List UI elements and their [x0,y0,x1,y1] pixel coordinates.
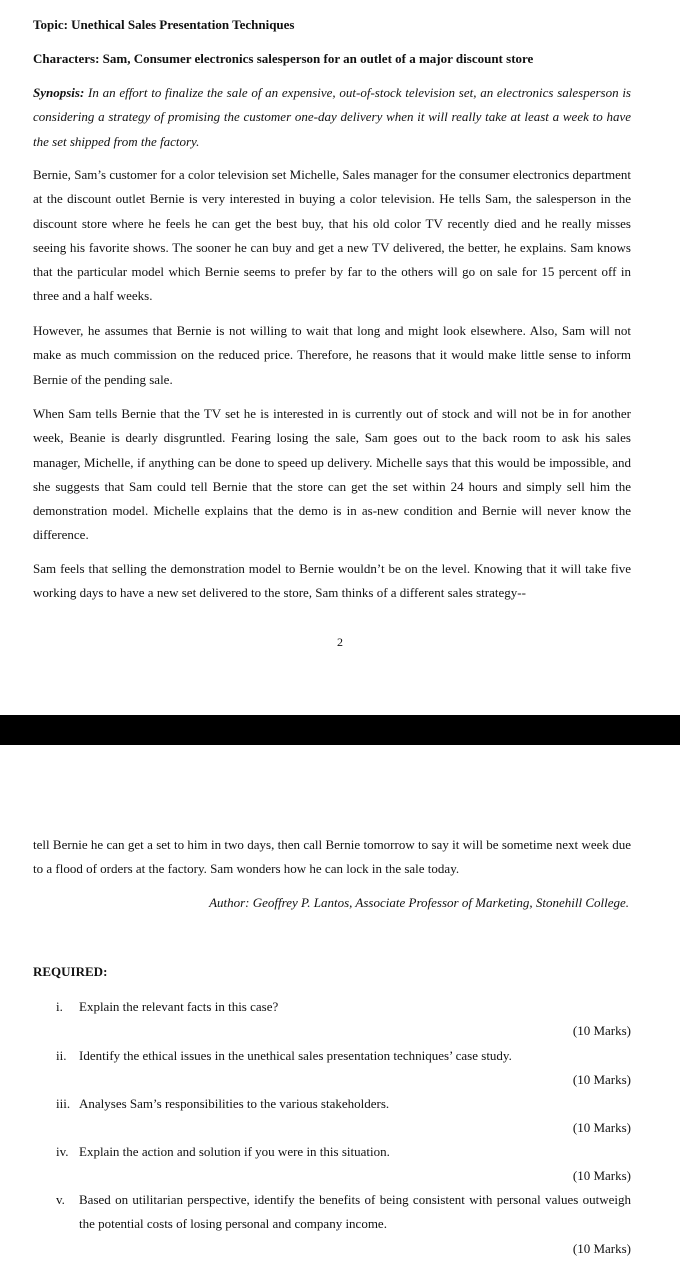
question-text: Based on utilitarian perspective, identify the benefits of being consistent with personal values outweigh the potential costs of losing personal and company income. [79,1192,631,1232]
question-item [56,1140,631,1164]
question-text: Analyses Sam’s responsibilities to the various stakeholders. [79,1096,390,1111]
question-number: v. [56,1192,65,1207]
question-number: ii. [56,1048,67,1063]
paragraph-2: However, he assumes that Bernie is not willing to wait that long and might look elsewhere. Also, Sam will not make as much commission on the reduced price. Therefore, he reasons that it would make little sense to inform Bernie of the pending sale. [33,323,631,387]
paragraph-1: Bernie, Sam’s customer for a color television set Michelle, Sales manager for the consumer electronics department at the discount outlet Bernie is very interested in buying a color television. He tells Sam, the salesperson in the discount store where he feels he can get the best buy, that his old color TV recently died and he really misses seeing his favorite shows. The sooner he can buy and get a new TV delivered, the better, he explains. Sam knows that the particular model which Bernie seems to prefer by far to the others will go on sale for 15 percent off in three and a half weeks. [33,167,631,304]
required-heading: REQUIRED: [33,964,108,979]
question-text: Explain the action and solution if you were in this situation. [79,1144,390,1159]
continuation-paragraph: tell Bernie he can get a set to him in two days, then call Bernie tomorrow to say it will be sometime next week due to a flood of orders at the factory. Sam wonders how he can lock in the sale today. [33,837,631,877]
question-text: Explain the relevant facts in this case? [79,999,279,1014]
paragraph-4: Sam feels that selling the demonstration model to Bernie wouldn’t be on the level. Knowing that it will take five working days to have a new set delivered to the store, Sam thinks of a different sales strategy-- [33,561,631,601]
synopsis-label: Synopsis: [33,85,85,100]
question-marks: (10 Marks) [572,1072,631,1087]
question-number: iii. [56,1096,71,1111]
page-break-bar [0,715,680,745]
question-marks: (10 Marks) [572,1023,631,1038]
paragraph-3: When Sam tells Bernie that the TV set he is interested in is currently out of stock and will not be in for another week, Beanie is dearly disgruntled. Fearing losing the sale, Sam goes out to the back room to ask his sales manager, Michelle, if anything can be done to speed up delivery. Michelle says that this would be impossible, and she suggests that Sam could tell Bernie that the store can get the set within 24 hours and simply sell him the demonstration model. Michelle explains that the demo is in as-new condition and Bernie will never know the difference. [33,406,631,543]
synopsis [33,81,631,154]
question-marks: (10 Marks) [572,1120,631,1135]
synopsis-text: In an effort to finalize the sale of an expensive, out-of-stock television set, an electronics salesperson is considering a strategy of promising the customer one-day delivery when it will really take at least a week to have the set shipped from the factory. [33,85,631,149]
topic-heading: Topic: Unethical Sales Presentation Techniques [33,17,295,32]
question-item [56,1188,631,1237]
question-marks: (10 Marks) [572,1241,631,1256]
question-number: i. [56,999,63,1014]
characters-heading: Characters: Sam, Consumer electronics salesperson for an outlet of a major discount store [33,51,534,66]
question-item [56,1092,631,1116]
question-text: Identify the ethical issues in the unethical sales presentation techniques’ case study. [79,1048,512,1063]
author-credit: Author: Geoffrey P. Lantos, Associate Professor of Marketing, Stonehill College. [209,895,629,910]
question-marks: (10 Marks) [572,1168,631,1183]
document-page-2 [0,745,680,1280]
question-number: iv. [56,1144,69,1159]
question-item [56,995,631,1019]
question-item [56,1044,631,1068]
page-number: 2 [337,635,343,649]
